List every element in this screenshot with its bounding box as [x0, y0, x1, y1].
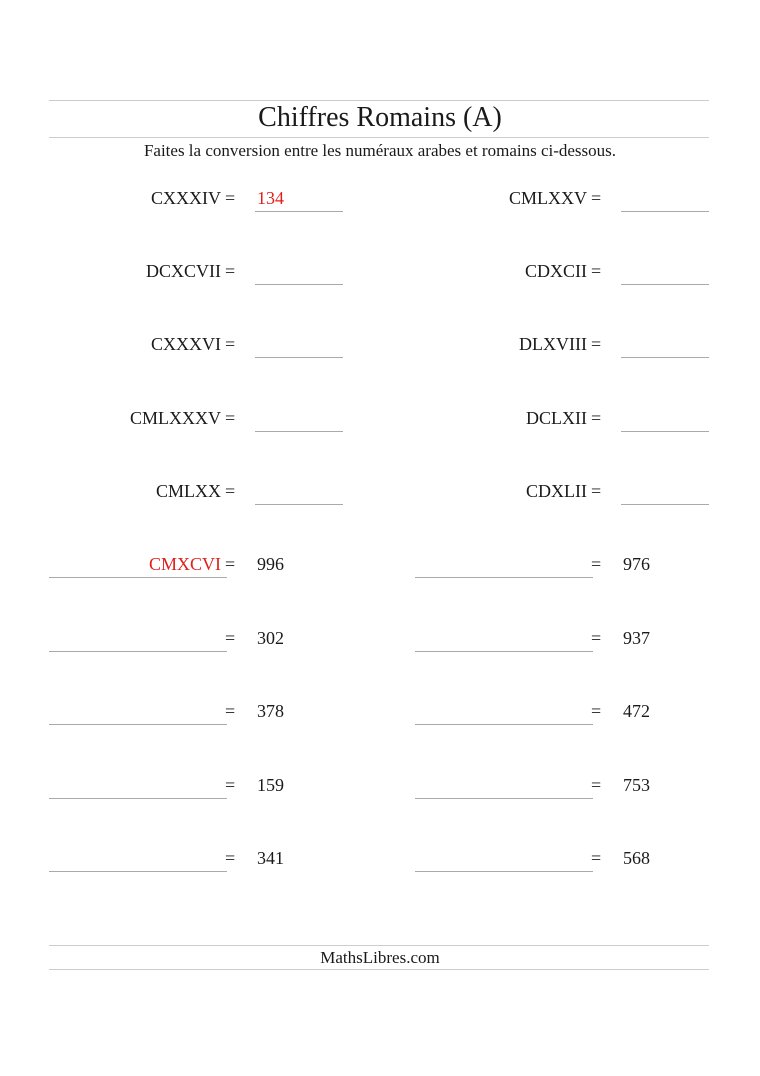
equals-sign: =	[225, 261, 236, 281]
problem-roman-6	[415, 332, 715, 358]
problem-arabic-9	[49, 846, 349, 872]
footer-site-name: MathsLibres.com	[320, 948, 440, 967]
roman-numeral: CXXXIV	[151, 188, 221, 208]
top-rule-2	[49, 137, 709, 138]
arabic-number: 753	[623, 775, 650, 795]
answer-line	[49, 577, 227, 578]
equals-sign: =	[591, 481, 602, 501]
roman-numeral: DLXVIII	[519, 334, 587, 354]
roman-numeral: DCLXII	[526, 408, 587, 428]
equals-sign: =	[225, 334, 236, 354]
roman-numeral: CMLXXV	[508, 188, 587, 208]
equals-sign: =	[225, 701, 236, 721]
equals-sign: =	[225, 408, 236, 428]
equals-sign: =	[591, 188, 602, 208]
equals-sign: =	[591, 408, 602, 428]
equals-sign: =	[225, 775, 236, 795]
problem-roman-4	[415, 259, 715, 285]
answer-line	[255, 284, 343, 285]
equals-sign: =	[225, 848, 236, 868]
equals-sign: =	[225, 628, 236, 648]
problem-roman-8	[415, 406, 715, 432]
arabic-number: 378	[257, 701, 284, 721]
roman-numeral: CDXLII	[526, 481, 587, 501]
answer-line	[255, 211, 343, 212]
problem-roman-7	[49, 406, 349, 432]
answer-line	[621, 284, 709, 285]
arabic-number: 341	[257, 848, 284, 868]
equals-sign: =	[591, 701, 602, 721]
arabic-number: 976	[623, 554, 650, 574]
roman-numeral: CXXXVI	[151, 334, 221, 354]
answer-line	[49, 871, 227, 872]
problem-roman-5	[49, 332, 349, 358]
problem-roman-3	[49, 259, 349, 285]
answer-line	[49, 798, 227, 799]
equals-sign: =	[591, 848, 602, 868]
answer-line	[415, 651, 593, 652]
problem-roman-10	[415, 479, 715, 505]
answer-line	[621, 504, 709, 505]
answer-value[interactable]: 134	[257, 188, 284, 208]
answer-line	[255, 357, 343, 358]
problem-roman-9	[49, 479, 349, 505]
answer-line	[49, 724, 227, 725]
roman-numeral: DCXCVII	[146, 261, 221, 281]
problem-roman-1	[49, 186, 349, 212]
arabic-number: 302	[257, 628, 284, 648]
problem-arabic-6	[415, 699, 715, 725]
roman-numeral: CMLXXXV	[129, 408, 221, 428]
equals-sign: =	[225, 481, 236, 501]
footer-rule-2	[49, 969, 709, 970]
answer-line	[415, 724, 593, 725]
answer-line	[415, 577, 593, 578]
arabic-number: 568	[623, 848, 650, 868]
problem-roman-2	[415, 186, 715, 212]
problem-arabic-10	[415, 846, 715, 872]
answer-value[interactable]: CMXCVI	[148, 554, 221, 574]
answer-line	[255, 504, 343, 505]
problem-arabic-7	[49, 773, 349, 799]
problem-arabic-1	[49, 552, 349, 578]
problem-arabic-2	[415, 552, 715, 578]
problem-arabic-8	[415, 773, 715, 799]
equals-sign: =	[225, 554, 236, 574]
instructions: Faites la conversion entre les numéraux arabes et romains ci-dessous.	[143, 141, 617, 160]
answer-line	[415, 798, 593, 799]
arabic-number: 472	[623, 701, 650, 721]
equals-sign: =	[591, 554, 602, 574]
page-title: Chiffres Romains (A)	[258, 102, 502, 133]
answer-line	[621, 211, 709, 212]
answer-line	[621, 431, 709, 432]
equals-sign: =	[591, 775, 602, 795]
problem-arabic-4	[415, 626, 715, 652]
arabic-number: 996	[257, 554, 284, 574]
problem-arabic-3	[49, 626, 349, 652]
equals-sign: =	[591, 628, 602, 648]
roman-numeral: CMLXX	[155, 481, 221, 501]
answer-line	[49, 651, 227, 652]
answer-line	[621, 357, 709, 358]
equals-sign: =	[225, 188, 236, 208]
problem-arabic-5	[49, 699, 349, 725]
arabic-number: 937	[623, 628, 650, 648]
arabic-number: 159	[257, 775, 284, 795]
answer-line	[255, 431, 343, 432]
equals-sign: =	[591, 261, 602, 281]
roman-numeral: CDXCII	[525, 261, 587, 281]
answer-line	[415, 871, 593, 872]
equals-sign: =	[591, 334, 602, 354]
